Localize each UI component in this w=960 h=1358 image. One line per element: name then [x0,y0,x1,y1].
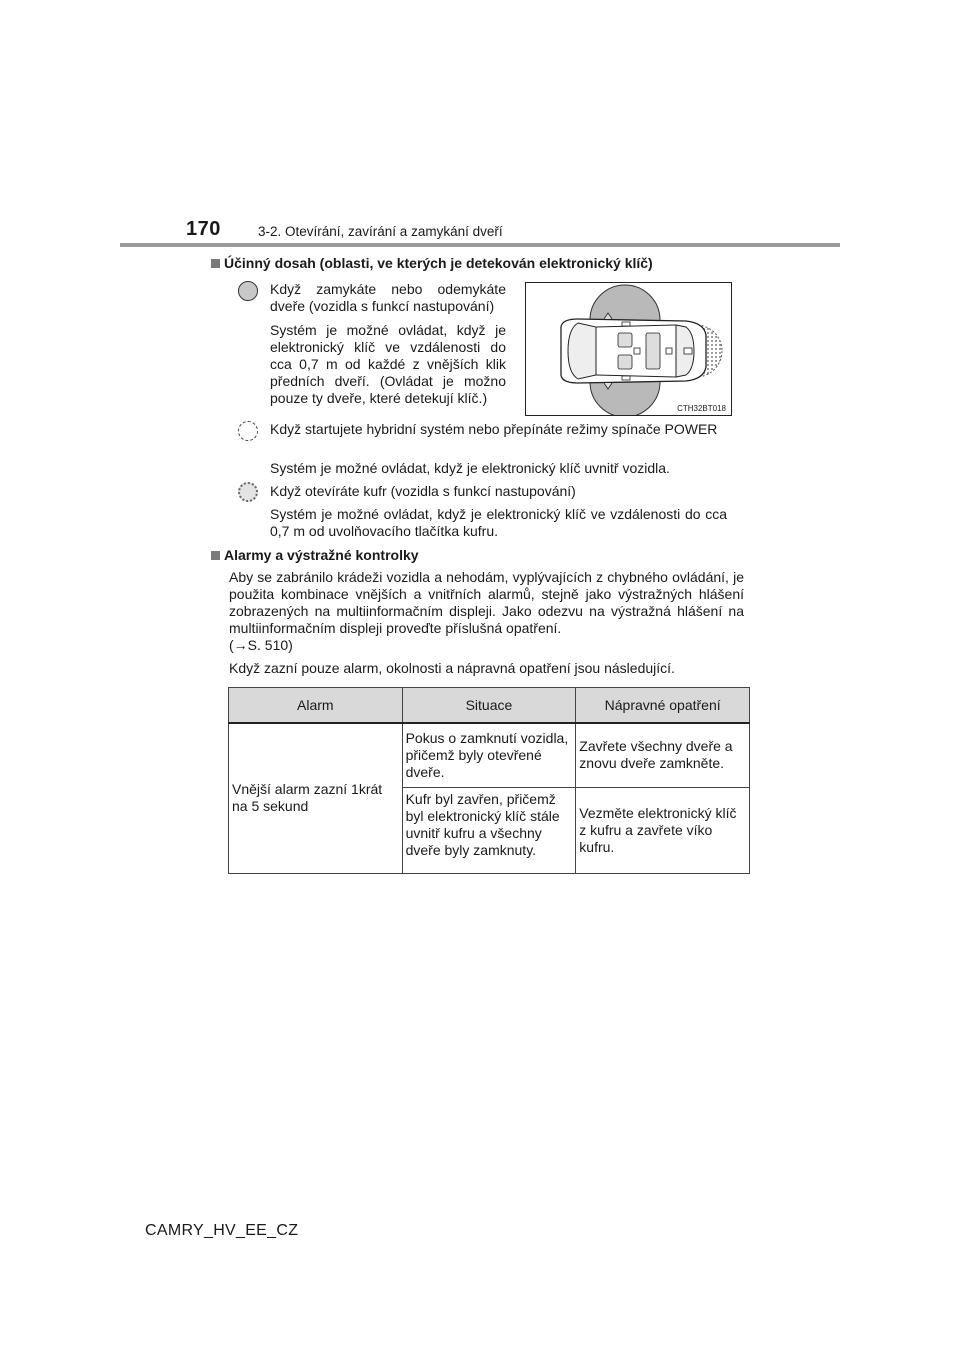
manual-code-footer: CAMRY_HV_EE_CZ [145,1222,299,1239]
action-cell: Vezměte elektronický klíč z kufru a zavřete víko kufru. [576,787,750,873]
header-rule [120,243,840,247]
solid-range-legend-icon [238,281,258,301]
column-header: Situace [402,688,576,724]
dotted-range-legend-icon [238,482,258,502]
table-header-row [229,688,750,724]
section-title: Alarmy a výstražné kontrolky [224,547,419,563]
car-top-view-illustration [526,283,731,415]
item-trunk-title: Když otevíráte kufr (vozidla s funkcí nastupování) [270,483,576,499]
situation-cell: Pokus o zamknutí vozidla, přičemž byly otevřené dveře. [402,723,576,787]
item-start-title: Když startujete hybridní systém nebo přepínáte režimy spínače POWER [270,421,718,437]
chapter-title: 3-2. Otevírání, zavírání a zamykání dveří [258,224,503,239]
square-bullet-icon [211,551,220,560]
item-start-body: Systém je možné ovládat, když je elektronický klíč uvnitř vozidla. [270,460,670,476]
alarms-paragraph [229,569,744,654]
item-lock-title: Když zamykáte nebo odemykáte dveře (vozidla s funkcí nastupování) [270,281,506,314]
column-header: Alarm [229,688,403,724]
range-figure [525,282,732,416]
situation-cell: Kufr byl zavřen, přičemž byl elektronický klíč stále uvnitř kufru a všechny dveře byly zamknuty. [402,787,576,873]
square-bullet-icon [211,259,220,268]
column-header: Nápravné opatření [576,688,750,724]
page-reference-link[interactable]: (→S. 510) [229,637,293,653]
section-heading-range [211,255,653,271]
dashed-range-legend-icon [238,421,258,441]
section-heading-alarms [211,547,419,563]
figure-code: CTH32BT018 [677,404,726,413]
action-cell: Zavřete všechny dveře a znovu dveře zamkněte. [576,723,750,787]
alarm-table [228,687,750,874]
item-lock-body: Systém je možné ovládat, když je elektronický klíč ve vzdálenosti do cca 0,7 m od každé z vnějších klik předních dveří. (Ovládat je možno pouze ty dveře, které detekují klíč.) [270,322,506,406]
alarm-cell: Vnější alarm zazní 1krát na 5 sekund [229,723,403,873]
table-row [229,723,750,787]
item-trunk-body: Systém je možné ovládat, když je elektronický klíč ve vzdálenosti do cca 0,7 m od uvolňovacího tlačítka kufru. [270,506,727,539]
page-number: 170 [186,218,221,240]
section-title: Účinný dosah (oblasti, ve kterých je detekován elektronický klíč) [224,255,653,271]
alarms-paragraph-text: Aby se zabránilo krádeži vozidla a nehodám, vyplývajících z chybného ovládání, je použita kombinace vnějších a vnitřních alarmů, stejně jako výstražných hlášení zobrazených na multiinformačním displeji. Jako odezvu na výstražná hlášení na multiinformačním displeji proveďte příslušná opatření. [229,569,744,636]
alarm-only-paragraph: Když zazní pouze alarm, okolnosti a nápravná opatření jsou následující. [229,660,675,676]
